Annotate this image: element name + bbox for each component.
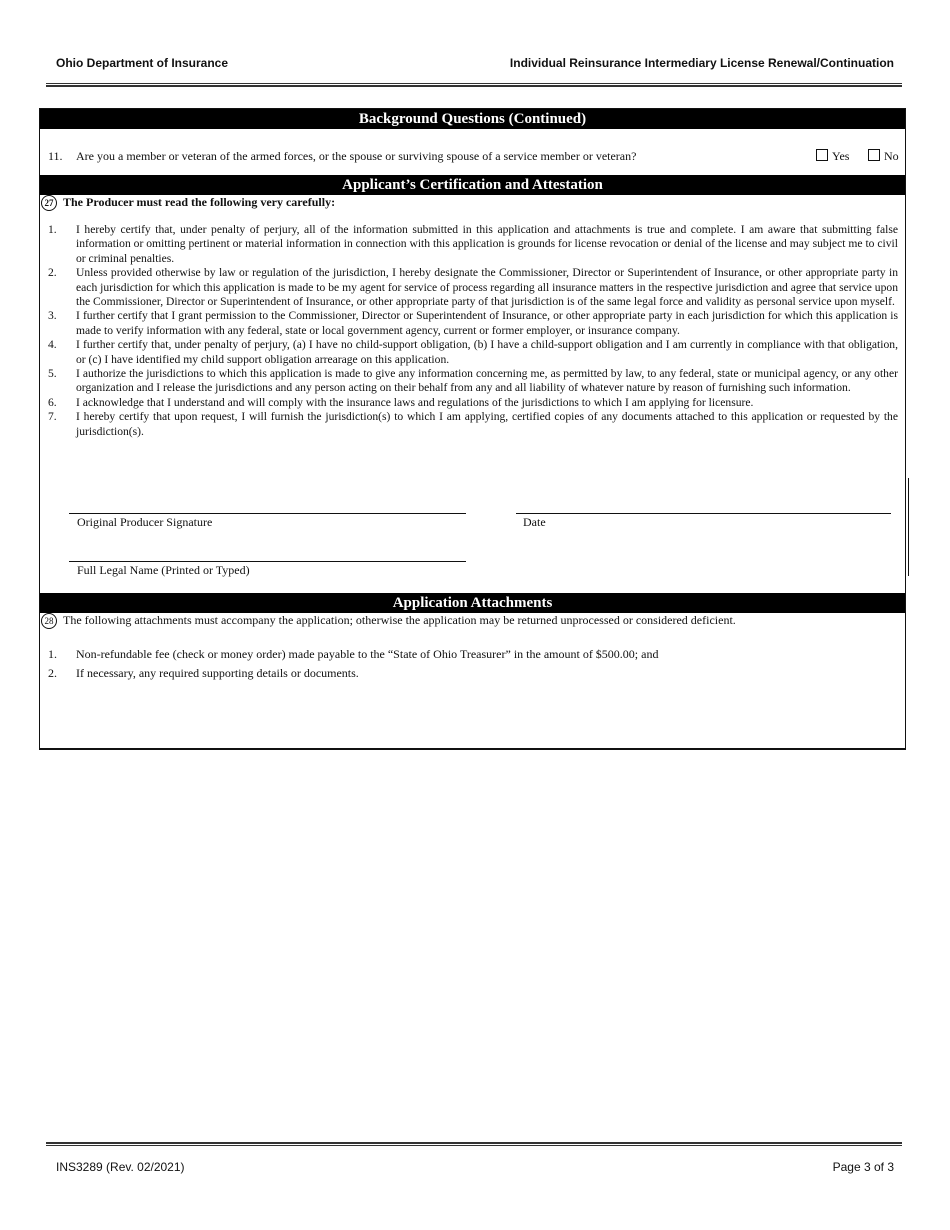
no-label: No xyxy=(884,149,899,163)
signature-field[interactable] xyxy=(69,513,466,514)
item-number: 5. xyxy=(48,367,57,381)
form-number: INS3289 (Rev. 02/2021) xyxy=(56,1160,185,1174)
date-label: Date xyxy=(523,515,546,529)
attachment-item xyxy=(48,647,658,662)
attachment-item xyxy=(48,666,359,681)
item-number: 6. xyxy=(48,395,57,409)
certification-item xyxy=(48,266,898,309)
yes-checkbox[interactable] xyxy=(816,149,828,161)
full-legal-name-label: Full Legal Name (Printed or Typed) xyxy=(77,563,250,577)
agency-name: Ohio Department of Insurance xyxy=(56,56,229,70)
certification-list xyxy=(48,223,898,439)
item-27-marker: 27 xyxy=(41,195,57,211)
item-number: 2. xyxy=(48,666,57,680)
item-text: I further certify that I grant permission to the Commissioner, Director or Superintendent of Insurance, or other appropriate party in each jurisdiction for which this application is made to verify information with any federal, state or local government agency, current or former employer, or insurance company. xyxy=(76,309,898,337)
attachments-instruction xyxy=(41,613,736,629)
item-28-marker: 28 xyxy=(41,613,57,629)
item-number: 1. xyxy=(48,223,57,236)
question-11-yes-option[interactable] xyxy=(816,149,849,164)
certification-instruction xyxy=(41,195,335,211)
background-questions-heading: Background Questions (Continued) xyxy=(40,109,905,129)
item-text: If necessary, any required supporting details or documents. xyxy=(76,666,359,680)
question-11 xyxy=(48,149,636,164)
item-number: 3. xyxy=(48,309,57,323)
certification-instruction-text: The Producer must read the following very carefully: xyxy=(63,195,336,209)
item-number: 4. xyxy=(48,338,57,352)
no-checkbox[interactable] xyxy=(868,149,880,161)
item-text: I hereby certify that, under penalty of perjury, all of the information submitted in this application and attachments is true and complete. I am aware that submitting false information or omitting pertinent or material information in connection with this application is grounds for license revocation or denial of the license and may subject me to civil or criminal penalties. xyxy=(76,223,898,265)
item-text: Unless provided otherwise by law or regulation of the jurisdiction, I hereby designate the Commissioner, Director or Superintendent of Insurance, or other appropriate party in each jurisdiction for which this application is made to be my agent for service of process regarding all insurance matters in the respective jurisdiction and agree that service upon the Commissioner, Director or Superintendent of Insurance, or other appropriate party of that jurisdiction is of the same legal force and validity as personal service upon myself. xyxy=(76,266,898,309)
certification-item xyxy=(48,410,898,439)
item-text: Non-refundable fee (check or money order) made payable to the “State of Ohio Treasurer” in the amount of $500.00; and xyxy=(76,647,659,661)
item-text: I hereby certify that upon request, I will furnish the jurisdiction(s) to which I am applying, certified copies of any documents attached to this application or requested by the jurisdiction(s). xyxy=(76,410,898,438)
attachments-heading: Application Attachments xyxy=(40,593,905,613)
certification-item xyxy=(48,338,898,367)
item-text: I acknowledge that I understand and will comply with the insurance laws and regulations of the jurisdictions to which I am applying for licensure. xyxy=(76,395,754,409)
item-number: 2. xyxy=(48,266,57,280)
certification-item xyxy=(48,223,898,266)
item-number: 1. xyxy=(48,647,57,661)
right-margin-line xyxy=(908,478,909,576)
form-title: Individual Reinsurance Intermediary License Renewal/Continuation xyxy=(509,56,894,70)
question-11-text: Are you a member or veteran of the armed forces, or the spouse or surviving spouse of a service member or veteran? xyxy=(76,149,637,163)
attachments-instruction-text: The following attachments must accompany the application; otherwise the application may be returned unprocessed or considered deficient. xyxy=(63,613,736,627)
item-number: 7. xyxy=(48,410,57,424)
signature-label: Original Producer Signature xyxy=(77,515,213,529)
item-text: I authorize the jurisdictions to which this application is made to give any information concerning me, as permitted by law, to any federal, state or municipal agency, or any other organization and I release the jurisdictions and any person acting on their behalf from any and all liability of whatever nature by reason of furnishing such information. xyxy=(76,367,898,395)
item-text: I further certify that, under penalty of perjury, (a) I have no child-support obligation, (b) I have a child-support obligation and I am currently in compliance with that obligation, or (c) I have identified my child support obligation arrearage on this application. xyxy=(76,338,898,366)
form-body xyxy=(39,108,906,750)
date-field[interactable] xyxy=(516,513,891,514)
full-legal-name-field[interactable] xyxy=(69,561,466,562)
header-divider xyxy=(46,83,902,87)
yes-label: Yes xyxy=(832,149,850,163)
certification-item xyxy=(48,309,898,338)
page-number: Page 3 of 3 xyxy=(832,1160,894,1174)
certification-heading: Applicant’s Certification and Attestation xyxy=(40,175,905,195)
certification-item xyxy=(48,396,898,410)
certification-item xyxy=(48,367,898,396)
footer-divider xyxy=(46,1142,902,1146)
question-11-number: 11. xyxy=(48,149,63,163)
question-11-no-option[interactable] xyxy=(868,149,899,164)
